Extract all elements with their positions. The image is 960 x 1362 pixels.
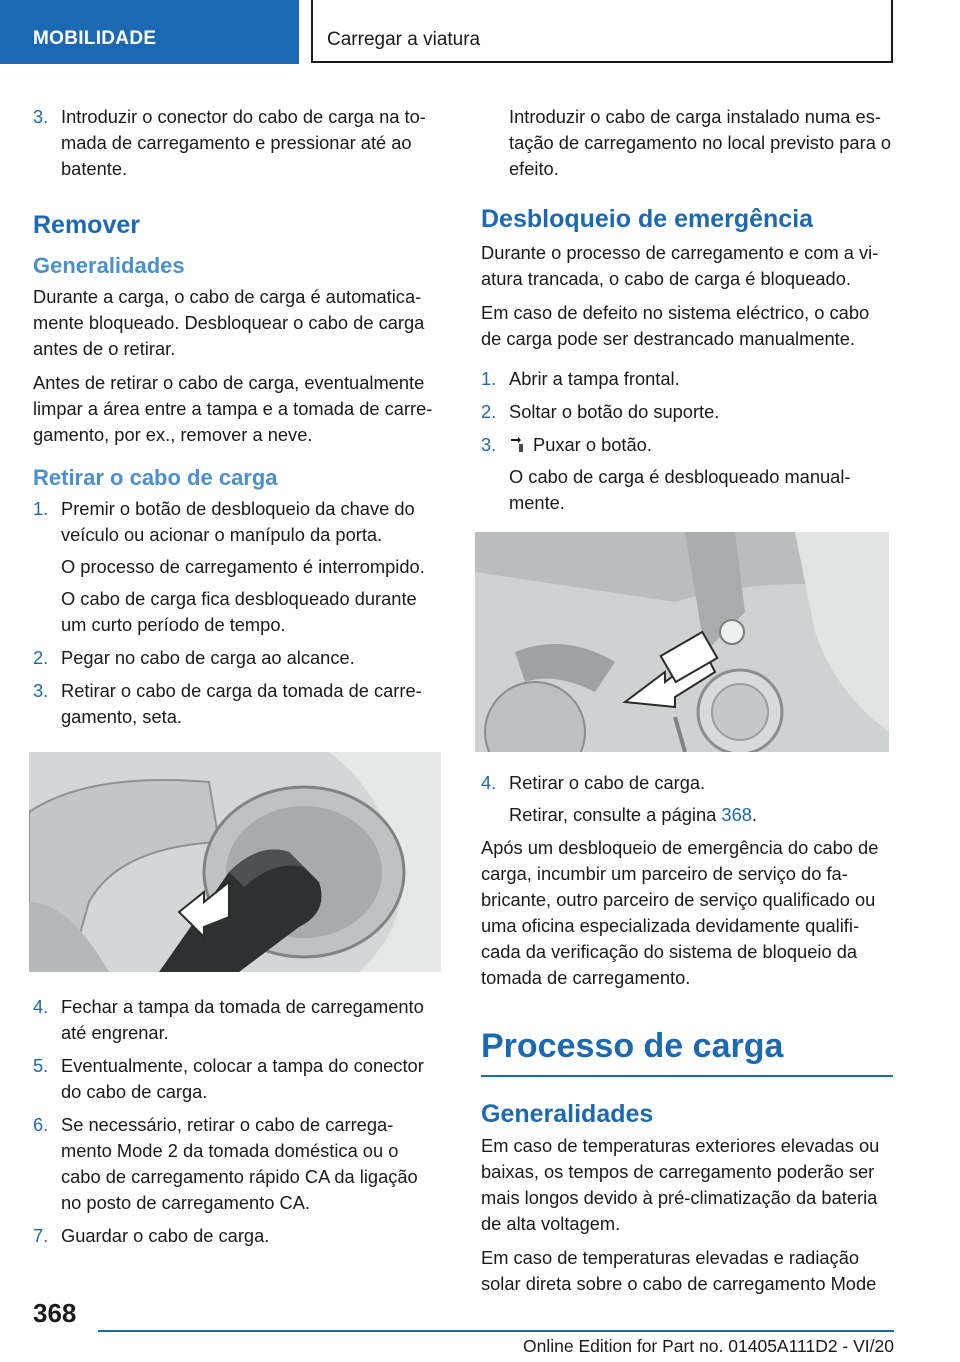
edition-footer: Online Edition for Part no. 01405A111D2 - VI/20 (523, 1336, 894, 1356)
step-note: O processo de carregamento é interrompido. (61, 556, 425, 577)
list-item (481, 432, 893, 516)
step-text: Abrir a tampa frontal. (509, 368, 680, 389)
paragraph: Durante o processo de carregamento e com a vi-atura trancada, o cabo de carga é bloqueado. (481, 242, 879, 289)
list-item (33, 104, 441, 182)
step-note: O cabo de carga fica desbloqueado durante um curto período de tempo. (61, 588, 417, 635)
list-item (33, 1112, 441, 1216)
paragraph: Durante a carga, o cabo de carga é automatica-mente bloqueado. Desbloquear o cabo de carga antes de o retirar. (33, 286, 425, 359)
right-column (481, 104, 893, 1305)
list-item (481, 366, 893, 392)
paragraph: Em caso de temperaturas exteriores elevadas ou baixas, os tempos de carregamento poderão ser mais longos devido à pré-climatização da bateria de alta voltagem. (481, 1135, 880, 1234)
pull-hand-icon (509, 435, 525, 453)
step-text: Se necessário, retirar o cabo de carrega-mento Mode 2 da tomada doméstica ou o cabo de carregamento rápido CA da ligação no posto de carregamento CA. (61, 1114, 418, 1213)
chapter-title: Carregar a viatura (327, 29, 481, 50)
section-label: MOBILIDADE (33, 28, 157, 49)
paragraph: Em caso de temperaturas elevadas e radiação solar direta sobre o cabo de carregamento Mode (481, 1247, 877, 1294)
step-text: Retirar o cabo de carga da tomada de carre-gamento, seta. (61, 680, 422, 727)
step-number: 5. (33, 1055, 49, 1076)
step-text: Pegar no cabo de carga ao alcance. (61, 647, 355, 668)
page-number: 368 (33, 1298, 77, 1328)
step-text: Premir o botão de desbloqueio da chave do veículo ou acionar o manípulo da porta. (61, 498, 415, 545)
left-column (33, 104, 441, 1256)
step-number: 2. (33, 647, 49, 668)
heading-remover: Remover (33, 211, 140, 239)
step-number: 2. (481, 401, 497, 422)
step-number: 7. (33, 1225, 49, 1246)
step-number: 4. (481, 772, 497, 793)
step-text: Fechar a tampa da tomada de carregamento até engrenar. (61, 996, 424, 1043)
page-reference-link[interactable]: 368 (721, 804, 752, 825)
reference-prefix: Retirar, consulte a página (509, 804, 722, 825)
heading-retirar-cabo: Retirar o cabo de carga (33, 465, 278, 490)
paragraph: Após um desbloqueio de emergência do cabo de carga, incumbir um parceiro de serviço do fa-bricante, outro parceiro de serviço qualificado ou uma oficina especializada devidamente qualifi-cada da verificação do sistema de bloqueio da tomada de carregamento. (481, 837, 879, 988)
step-text: Soltar o botão do suporte. (509, 401, 720, 422)
step-number: 1. (33, 498, 49, 519)
list-item (33, 994, 441, 1046)
list-item (33, 1223, 441, 1249)
list-item (33, 1053, 441, 1105)
list-item (33, 496, 441, 638)
step-note (509, 802, 893, 828)
step-number: 1. (481, 368, 497, 389)
paragraph: Introduzir o cabo de carga instalado numa es-tação de carregamento no local previsto para o efeito. (509, 106, 892, 179)
engine-bay-photo (475, 532, 889, 752)
footer-divider (98, 1330, 894, 1332)
intro-step-list (33, 104, 441, 182)
section-tab[interactable] (0, 0, 299, 64)
paragraph: Antes de retirar o cabo de carga, eventualmente limpar a área entre a tampa e a tomada de carre-gamento, por ex., remover a neve. (33, 372, 433, 445)
step-number: 4. (33, 996, 49, 1017)
step-text: Puxar o botão. (533, 434, 652, 455)
list-item (33, 678, 441, 730)
step-number: 6. (33, 1114, 49, 1135)
heading-generalidades-2: Generalidades (481, 1100, 654, 1128)
paragraph: Em caso de defeito no sistema eléctrico, o cabo de carga pode ser destrancado manualmente. (481, 302, 870, 349)
heading-processo-de-carga: Processo de carga (481, 1025, 893, 1077)
step-text: Eventualmente, colocar a tampa do conector do cabo de carga. (61, 1055, 424, 1102)
step-text: Guardar o cabo de carga. (61, 1225, 270, 1246)
emergency-steps (481, 366, 893, 516)
final-steps (481, 770, 893, 828)
list-item (33, 645, 441, 671)
list-item (481, 770, 893, 828)
step-text: Retirar o cabo de carga. (509, 772, 706, 793)
removal-steps (33, 496, 441, 730)
step-number: 3. (33, 680, 49, 701)
reference-suffix: . (751, 804, 758, 825)
heading-generalidades: Generalidades (33, 253, 185, 278)
step-text: Introduzir o conector do cabo de carga na to-mada de carregamento e pressionar até ao batente. (61, 106, 426, 179)
chapter-header (311, 0, 893, 63)
list-item (481, 399, 893, 425)
step-note: O cabo de carga é desbloqueado manual-mente. (509, 466, 851, 513)
closing-steps (33, 994, 441, 1249)
charging-port-photo (29, 752, 441, 972)
step-number: 3. (33, 106, 49, 127)
step-number: 3. (481, 434, 497, 455)
heading-desbloqueio: Desbloqueio de emergência (481, 205, 814, 233)
